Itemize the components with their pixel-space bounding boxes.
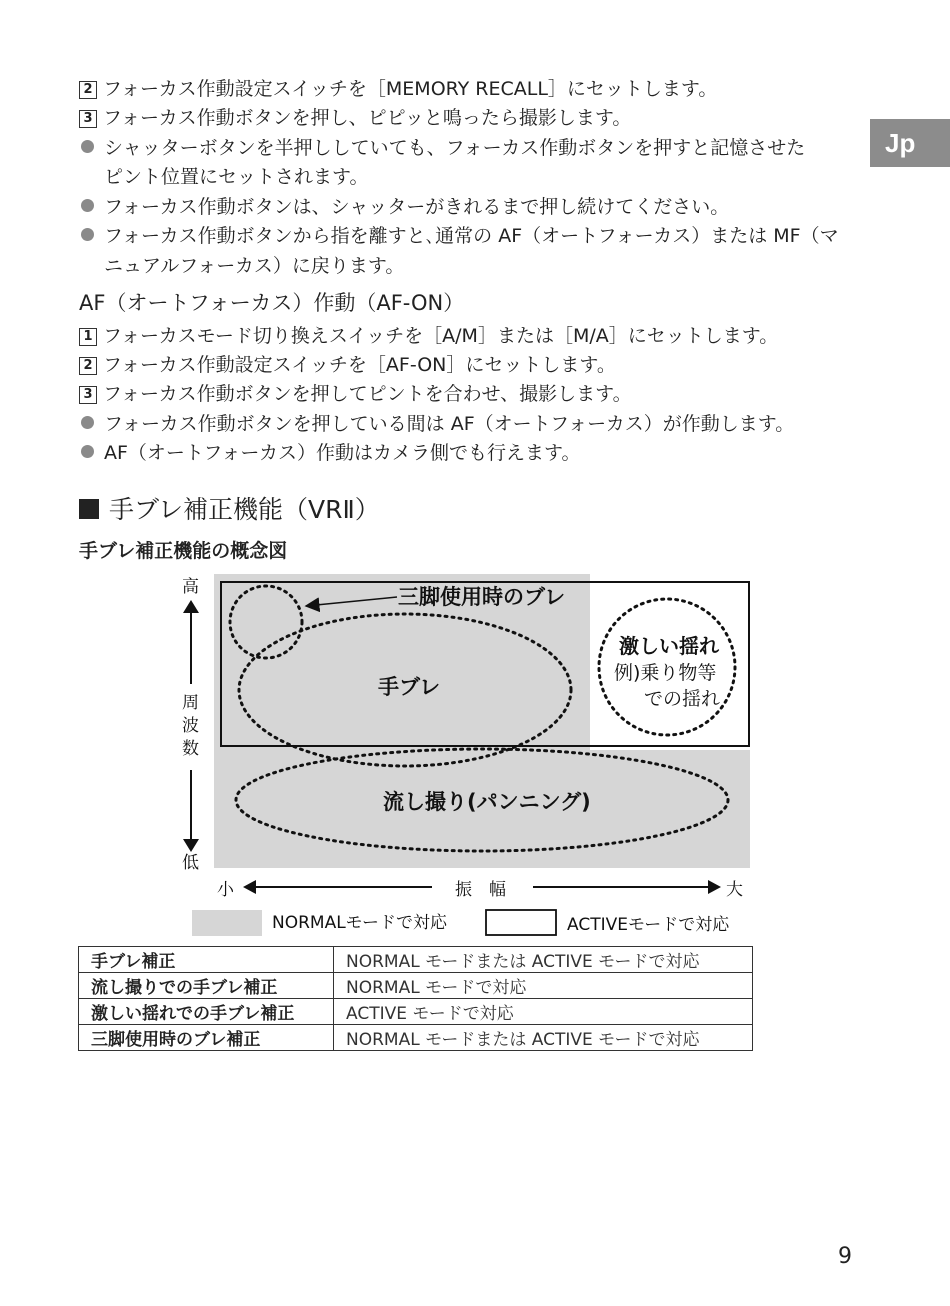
step-number: 1 [79,328,97,346]
x-large-label: 大 [726,880,743,900]
list-item-text: フォーカスモード切り換えスイッチを［A/M］または［M/A］にセットします。 [103,325,779,347]
x-axis-label: 振 幅 [455,880,506,900]
list-item-continuation: ニュアルフォーカス）に戻ります。 [104,255,405,277]
x-small-label: 小 [217,880,234,900]
af-heading: AF（オートフォーカス）作動（AF-ON） [79,291,465,315]
list-item-text: フォーカス作動ボタンは、シャッターがきれるまで押し続けてください。 [104,196,730,218]
page-number: 9 [838,1244,852,1269]
list-item-continuation: ピント位置にセットされます。 [104,166,369,188]
table-row [79,973,753,999]
handshake-label: 手ブレ [378,675,441,699]
y-low-label: 低 [182,853,199,873]
table-cell-feature: 手ブレ補正 [79,947,334,973]
list-item-text: フォーカス作動設定スイッチを［AF-ON］にセットします。 [103,354,616,376]
step-number: 3 [79,386,97,404]
legend-normal-label: NORMALモードで対応 [272,913,447,933]
mode-table [78,946,753,1051]
table-row [79,1025,753,1051]
legend-active-swatch [486,910,556,935]
panning-label: 流し撮り(パンニング) [383,790,591,814]
list-item-text: フォーカス作動設定スイッチを［MEMORY RECALL］にセットします。 [103,78,718,100]
intense-label: 激しい揺れ [619,634,719,658]
step-number: 3 [79,110,97,128]
list-item-text: フォーカス作動ボタンを押している間は AF（オートフォーカス）が作動します。 [104,413,795,435]
arrow-left-icon [243,880,256,894]
table-cell-mode: ACTIVE モードで対応 [334,999,753,1025]
y-axis-label-2: 波 [182,716,199,736]
arrow-up-icon [183,600,199,613]
arrow-right-icon [708,880,721,894]
table-cell-feature: 流し撮りでの手ブレ補正 [79,973,334,999]
y-axis-label-3: 数 [182,739,199,759]
y-high-label: 高 [182,577,199,597]
section-title-text: 手ブレ補正機能（VRⅡ） [109,495,380,524]
table-cell-mode: NORMAL モードまたは ACTIVE モードで対応 [334,947,753,973]
step-number: 2 [79,357,97,375]
tripod-label: 三脚使用時のブレ [398,585,566,609]
legend-active-label: ACTIVEモードで対応 [567,915,730,935]
table-cell-mode: NORMAL モードまたは ACTIVE モードで対応 [334,1025,753,1051]
table-cell-feature: 激しい揺れでの手ブレ補正 [79,999,334,1025]
language-tab: Jp [870,119,950,167]
table-cell-feature: 三脚使用時のブレ補正 [79,1025,334,1051]
step-number: 2 [79,81,97,99]
list-item-text: フォーカス作動ボタンを押し、ピピッと鳴ったら撮影します。 [103,107,632,129]
list-item-text: AF（オートフォーカス）作動はカメラ側でも行えます。 [104,442,581,464]
list-item-text: シャッターボタンを半押ししていても、フォーカス作動ボタンを押すと記憶させた [104,137,806,159]
list-item-text: フォーカス作動ボタンから指を離すと､通常の AF（オートフォーカス）または MF（マ [104,225,839,247]
arrow-down-icon [183,839,199,852]
table-row [79,947,753,973]
table-row [79,999,753,1025]
legend-normal-swatch [192,910,262,936]
y-axis-label-1: 周 [182,693,199,713]
intense-example-label-2: での揺れ [644,688,721,710]
intense-example-label: 例)乗り物等 [614,662,717,684]
diagram-title: 手ブレ補正機能の概念図 [79,540,288,562]
table-cell-mode: NORMAL モードで対応 [334,973,753,999]
list-item-text: フォーカス作動ボタンを押してピントを合わせ、撮影します。 [103,383,632,405]
